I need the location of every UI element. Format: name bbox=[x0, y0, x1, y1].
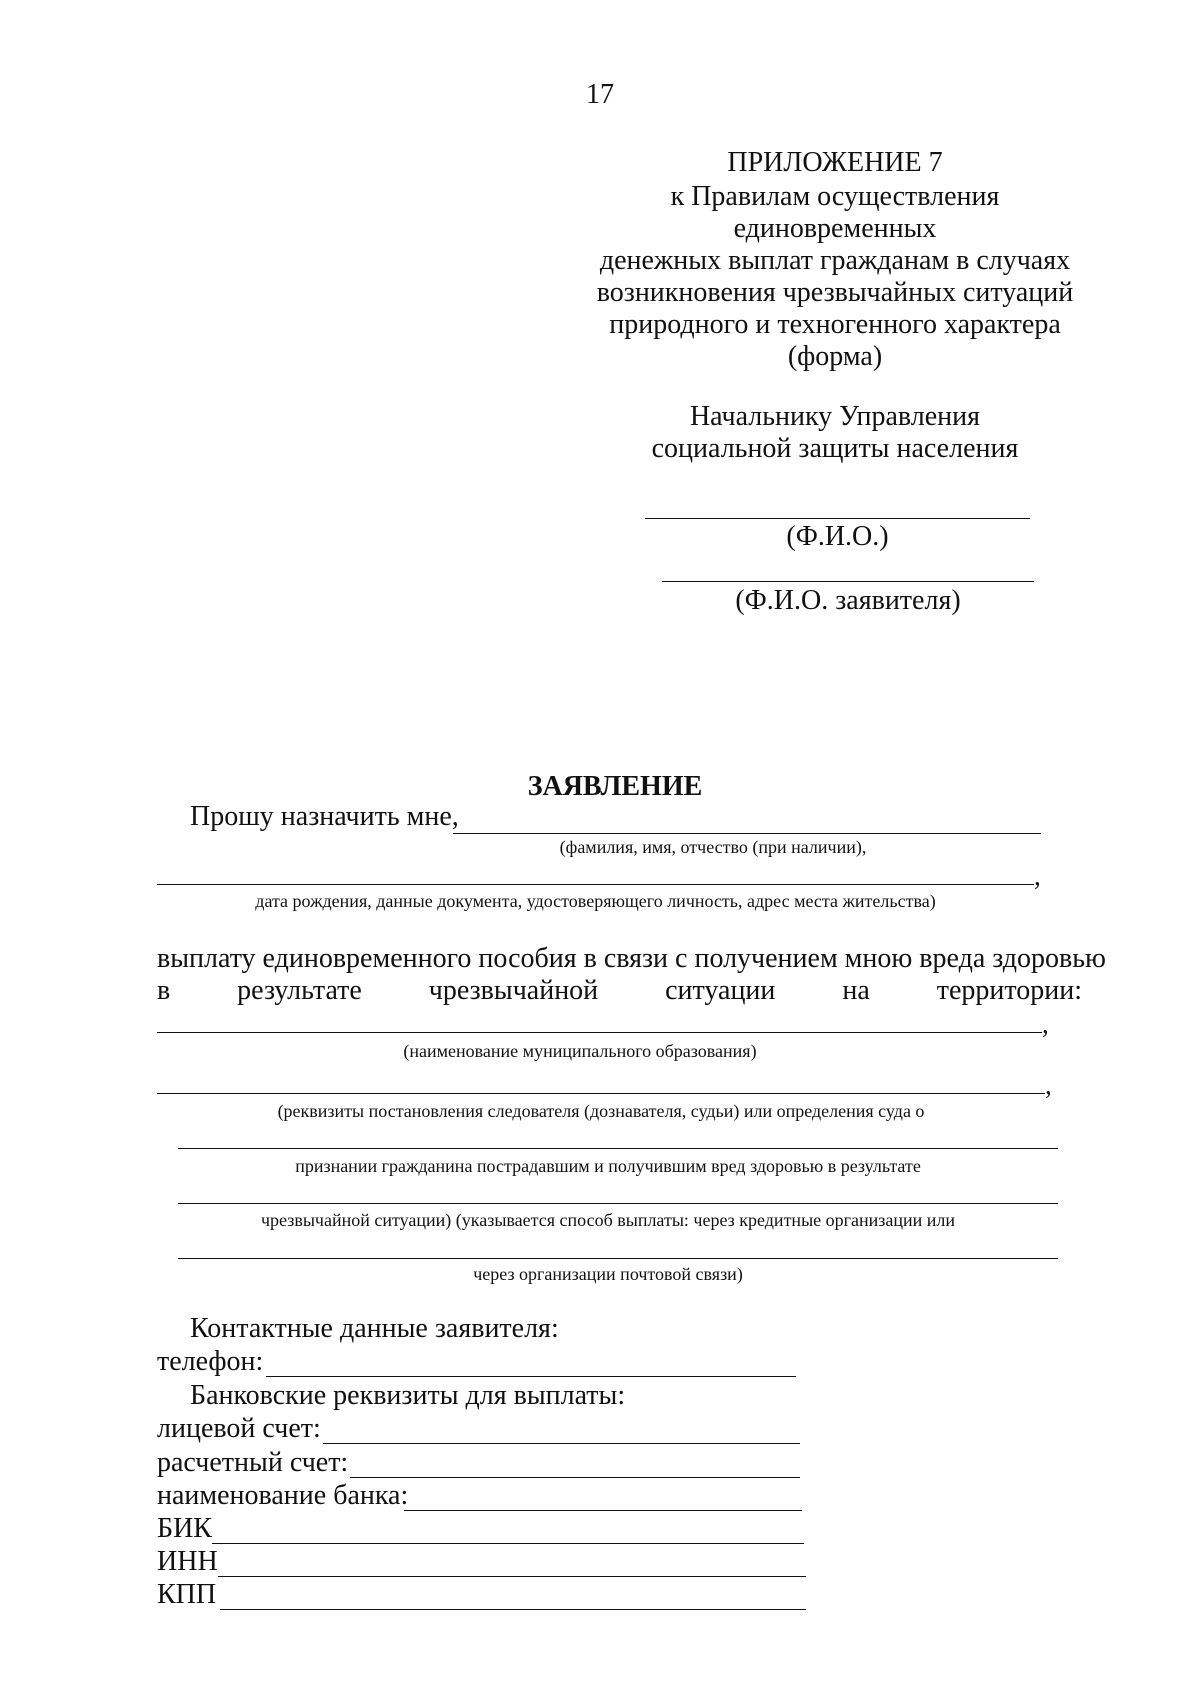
fio-field-line[interactable] bbox=[645, 518, 1030, 519]
annex-line-1: к Правилам осуществления bbox=[670, 181, 1000, 212]
fio-caption: (Ф.И.О.) bbox=[786, 521, 889, 552]
caption-municipality: (наименование муниципального образования) bbox=[403, 1041, 757, 1061]
settlement-account-field-line[interactable] bbox=[350, 1477, 800, 1478]
body-word-2: результате bbox=[237, 975, 362, 1006]
form-label: (форма) bbox=[787, 341, 883, 372]
caption-personal: дата рождения, данные документа, удостоверяющего личность, адрес места жительства) bbox=[255, 891, 936, 911]
details-field-line-4[interactable] bbox=[178, 1258, 1058, 1259]
statement-heading: ЗАЯВЛЕНИЕ bbox=[527, 771, 703, 802]
details-field-line-1[interactable] bbox=[157, 1093, 1045, 1094]
personal-account-label: лицевой счет: bbox=[157, 1413, 321, 1444]
bank-name-field-line[interactable] bbox=[404, 1510, 802, 1511]
caption-details-3: чрезвычайной ситуации) (указывается способ выплаты: через кредитные организации или bbox=[260, 1210, 956, 1230]
details-field-line-3[interactable] bbox=[178, 1203, 1058, 1204]
annex-title: ПРИЛОЖЕНИЕ 7 bbox=[727, 147, 943, 178]
phone-label: телефон: bbox=[157, 1346, 264, 1377]
settlement-account-label: расчетный счет: bbox=[157, 1447, 349, 1478]
annex-line-4: возникновения чрезвычайных ситуаций bbox=[596, 277, 1074, 308]
applicant-fio-caption: (Ф.И.О. заявителя) bbox=[735, 585, 961, 616]
addressee-line-2: социальной защиты населения bbox=[651, 433, 1019, 464]
request-prefix: Прошу назначить мне, bbox=[190, 801, 459, 832]
inn-field-line[interactable] bbox=[218, 1576, 806, 1577]
body-line-1: выплату единовременного пособия в связи с получением мною вреда здоровью bbox=[157, 943, 1106, 974]
body-word-5: на bbox=[842, 975, 870, 1006]
annex-line-2: единовременных bbox=[733, 213, 937, 244]
caption-details-4: через организации почтовой связи) bbox=[473, 1264, 743, 1284]
bik-label: БИК bbox=[157, 1513, 212, 1544]
comma-1: , bbox=[1034, 861, 1041, 891]
body-word-3: чрезвычайной bbox=[428, 975, 599, 1006]
page-number: 17 bbox=[586, 79, 614, 110]
bik-field-line[interactable] bbox=[212, 1543, 804, 1544]
annex-line-3: денежных выплат гражданам в случаях bbox=[599, 245, 1071, 276]
bank-heading: Банковские реквизиты для выплаты: bbox=[190, 1380, 626, 1411]
annex-line-5: природного и техногенного характера bbox=[609, 309, 1061, 340]
caption-details-2: признании гражданина пострадавшим и получившим вред здоровью в результате bbox=[295, 1156, 921, 1176]
comma-3: , bbox=[1045, 1070, 1052, 1100]
addressee-line-1: Начальнику Управления bbox=[689, 401, 981, 432]
body-line-2 bbox=[157, 974, 1082, 1008]
municipality-field-line[interactable] bbox=[157, 1032, 1042, 1033]
applicant-fio-field-line[interactable] bbox=[662, 581, 1034, 582]
personal-account-field-line[interactable] bbox=[323, 1443, 800, 1444]
body-word-6: территории: bbox=[936, 975, 1082, 1006]
personal-data-field-line[interactable] bbox=[157, 884, 1034, 885]
kpp-label: КПП bbox=[157, 1579, 217, 1610]
body-word-1: в bbox=[157, 975, 171, 1006]
details-field-line-2[interactable] bbox=[178, 1148, 1058, 1149]
name-field-line[interactable] bbox=[453, 833, 1041, 834]
contacts-heading: Контактные данные заявителя: bbox=[190, 1313, 559, 1344]
caption-details-1: (реквизиты постановления следователя (дознавателя, судьи) или определения суда о bbox=[277, 1101, 925, 1121]
phone-field-line[interactable] bbox=[266, 1376, 796, 1377]
body-word-4: ситуации bbox=[665, 975, 776, 1006]
caption-name: (фамилия, имя, отчество (при наличии), bbox=[559, 837, 867, 857]
bank-name-label: наименование банка: bbox=[157, 1480, 409, 1511]
kpp-field-line[interactable] bbox=[220, 1609, 806, 1610]
comma-2: , bbox=[1042, 1009, 1049, 1039]
inn-label: ИНН bbox=[157, 1546, 218, 1577]
